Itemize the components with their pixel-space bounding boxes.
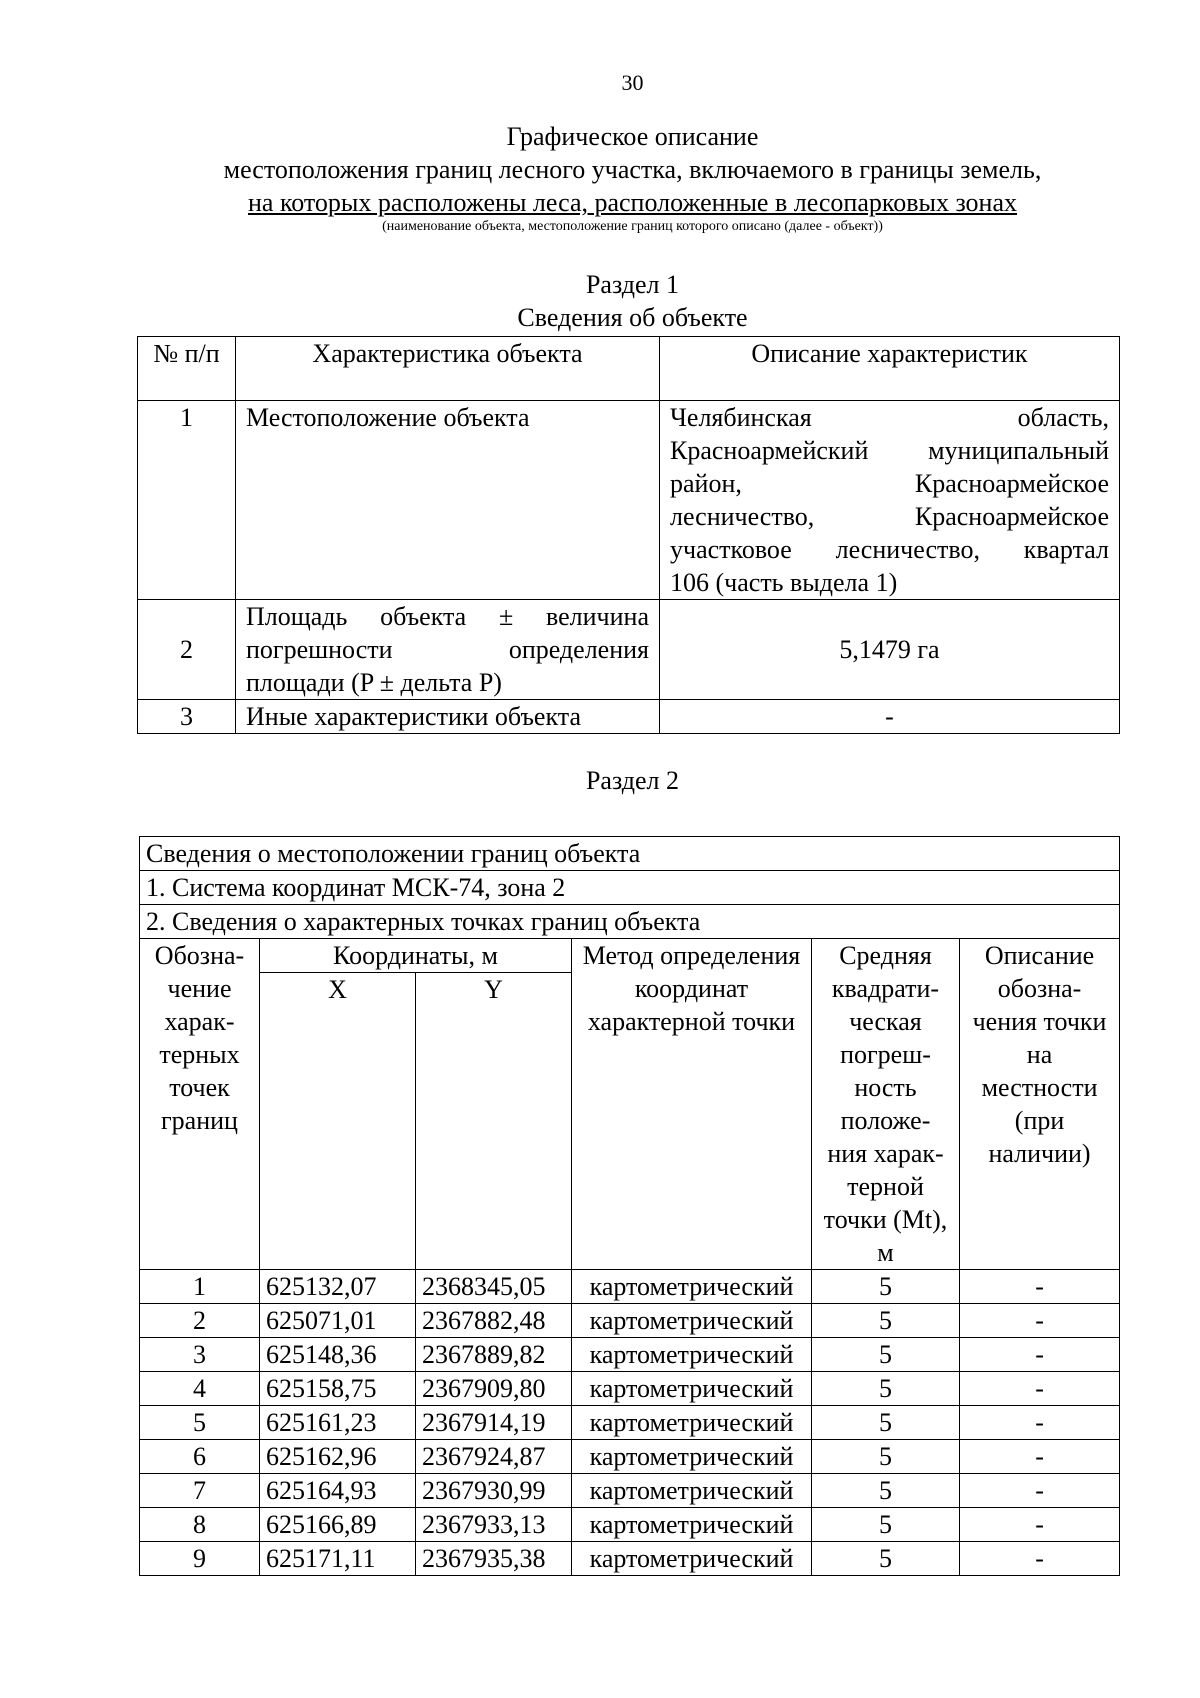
table-row: [140, 1542, 1120, 1576]
point-y: 2368345,05: [416, 1270, 572, 1304]
point-method: картометрический: [572, 1304, 812, 1338]
point-y: 2367882,48: [416, 1304, 572, 1338]
point-x: 625171,11: [260, 1542, 416, 1576]
point-x: 625132,07: [260, 1270, 416, 1304]
point-method: картометрический: [572, 1372, 812, 1406]
point-description: -: [960, 1372, 1120, 1406]
header-error: Средняя квадрати- ческая погреш- ность положе- ния харак- терной точки (Mt), м: [812, 939, 960, 1270]
header-description: Описание характеристик: [660, 337, 1120, 401]
row-num: 1: [138, 401, 236, 600]
row-num: 3: [138, 700, 236, 734]
title-line-2: местоположения границ лесного участка, включаемого в границы земель,: [223, 155, 1042, 184]
point-y: 2367935,38: [416, 1542, 572, 1576]
header-x: X: [260, 973, 416, 1270]
point-error: 5: [812, 1270, 960, 1304]
table-row: [138, 600, 1120, 700]
point-y: 2367933,13: [416, 1508, 572, 1542]
header-location: Описание обозна- чения точки на местности (при наличии): [960, 939, 1120, 1270]
point-description: -: [960, 1508, 1120, 1542]
point-number: 8: [140, 1508, 260, 1542]
object-info-table: [137, 336, 1120, 734]
table-row: [140, 1338, 1120, 1372]
point-description: -: [960, 1474, 1120, 1508]
row-characteristic: Местоположение объекта: [236, 401, 660, 600]
point-method: картометрический: [572, 1270, 812, 1304]
point-x: 625161,23: [260, 1406, 416, 1440]
header-y: Y: [416, 973, 572, 1270]
point-number: 5: [140, 1406, 260, 1440]
point-y: 2367924,87: [416, 1440, 572, 1474]
point-method: картометрический: [572, 1542, 812, 1576]
point-error: 5: [812, 1440, 960, 1474]
point-error: 5: [812, 1542, 960, 1576]
boundary-points-table: [139, 836, 1120, 1576]
point-description: -: [960, 1542, 1120, 1576]
row-characteristic: Иные характеристики объекта: [236, 700, 660, 734]
section1-heading: [0, 268, 1200, 334]
table-header-row: [140, 939, 1120, 973]
table-row: [140, 1474, 1120, 1508]
table-title-row: [140, 871, 1120, 905]
point-number: 4: [140, 1372, 260, 1406]
point-x: 625162,96: [260, 1440, 416, 1474]
point-method: картометрический: [572, 1406, 812, 1440]
header-method: Метод определения координат характерной точки: [572, 939, 812, 1270]
point-number: 9: [140, 1542, 260, 1576]
point-description: -: [960, 1406, 1120, 1440]
document-title: [0, 120, 1200, 219]
title-caption: (наименование объекта, местоположение границ которого описано (далее - объект)): [382, 219, 883, 234]
table-row: [138, 700, 1120, 734]
point-number: 1: [140, 1270, 260, 1304]
table-header-row: [138, 337, 1120, 401]
point-x: 625166,89: [260, 1508, 416, 1542]
title-line-1: Графическое описание: [506, 122, 759, 151]
point-method: картометрический: [572, 1474, 812, 1508]
point-error: 5: [812, 1474, 960, 1508]
points-info-title: 2. Сведения о характерных точках границ объекта: [140, 905, 1120, 939]
point-error: 5: [812, 1304, 960, 1338]
header-num: № п/п: [138, 337, 236, 401]
table-row: [138, 401, 1120, 600]
table-row: [140, 1304, 1120, 1338]
table-row: [140, 1270, 1120, 1304]
point-x: 625158,75: [260, 1372, 416, 1406]
header-characteristic: Характеристика объекта: [236, 337, 660, 401]
point-error: 5: [812, 1406, 960, 1440]
point-description: -: [960, 1270, 1120, 1304]
point-method: картометрический: [572, 1440, 812, 1474]
row-characteristic: Площадь объекта ± величина погрешности определения площади (P ± дельта P): [236, 600, 660, 700]
point-number: 7: [140, 1474, 260, 1508]
point-error: 5: [812, 1372, 960, 1406]
section1-subtitle: Сведения об объекте: [517, 303, 748, 332]
table-row: [140, 1372, 1120, 1406]
point-y: 2367889,82: [416, 1338, 572, 1372]
point-description: -: [960, 1338, 1120, 1372]
table-row: [140, 1440, 1120, 1474]
point-description: -: [960, 1440, 1120, 1474]
page-number: 30: [621, 70, 644, 95]
point-y: 2367930,99: [416, 1474, 572, 1508]
point-y: 2367909,80: [416, 1372, 572, 1406]
point-error: 5: [812, 1508, 960, 1542]
table-row: [140, 1508, 1120, 1542]
table-title-row: [140, 905, 1120, 939]
point-x: 625148,36: [260, 1338, 416, 1372]
coordinate-system: 1. Система координат МСК-74, зона 2: [140, 871, 1120, 905]
point-number: 3: [140, 1338, 260, 1372]
header-designation: Обозна- чение харак- терных точек границ: [140, 939, 260, 1270]
point-method: картометрический: [572, 1508, 812, 1542]
point-description: -: [960, 1304, 1120, 1338]
point-x: 625164,93: [260, 1474, 416, 1508]
point-error: 5: [812, 1338, 960, 1372]
row-description: -: [660, 700, 1120, 734]
point-x: 625071,01: [260, 1304, 416, 1338]
section1-title: Раздел 1: [585, 270, 680, 299]
row-description: 5,1479 га: [660, 600, 1120, 700]
point-number: 6: [140, 1440, 260, 1474]
section2-heading: Раздел 2: [585, 766, 680, 795]
row-num: 2: [138, 600, 236, 700]
point-number: 2: [140, 1304, 260, 1338]
point-y: 2367914,19: [416, 1406, 572, 1440]
boundaries-info-title: Сведения о местоположении границ объекта: [140, 837, 1120, 871]
point-method: картометрический: [572, 1338, 812, 1372]
row-description: Челябинская область, Красноармейский муниципальный район, Красноармейское лесничество, Красноармейское участковое лесничество, квартал 106 (часть выдела 1): [660, 401, 1120, 600]
table-row: [140, 1406, 1120, 1440]
header-coordinates: Координаты, м: [260, 939, 572, 973]
table-title-row: [140, 837, 1120, 871]
title-line-3: на которых расположены леса, расположенные в лесопарковых зонах: [247, 188, 1018, 217]
